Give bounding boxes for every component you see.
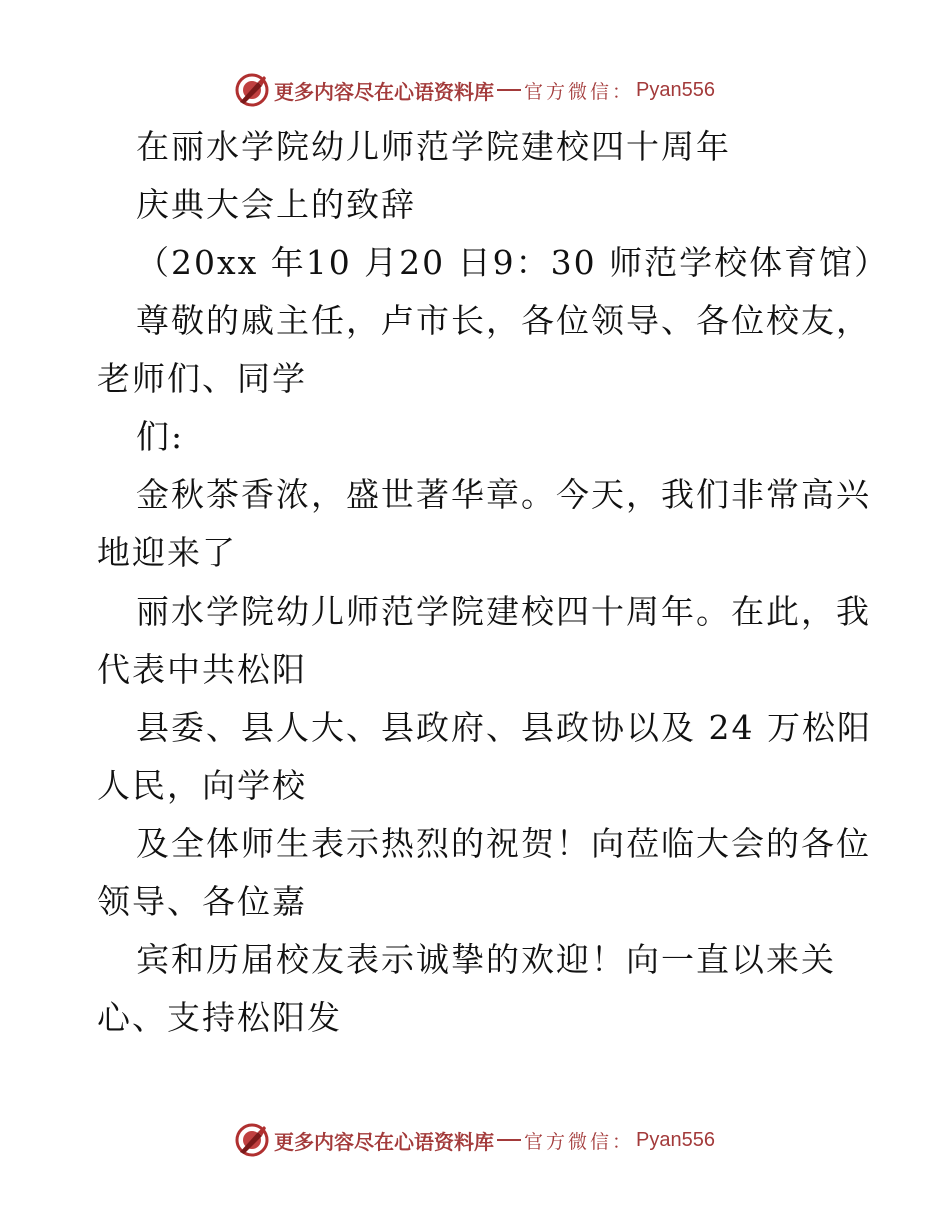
watermark-id: Pyan556 — [636, 1128, 715, 1151]
body-line: 及全体师生表示热烈的祝贺！向莅临大会的各位 — [136, 824, 871, 863]
watermark-dash — [497, 1139, 521, 1141]
date-venue-line: （20xx 年10 月20 日9：30 师范学校体育馆） — [136, 243, 890, 282]
body-line: 领导、各位嘉 — [97, 882, 307, 921]
body-line: 地迎来了 — [97, 533, 237, 572]
watermark-id: Pyan556 — [636, 78, 715, 101]
body-line: 尊敬的戚主任，卢市长，各位领导、各位校友， — [136, 301, 871, 340]
title-line-2: 庆典大会上的致辞 — [136, 185, 416, 224]
watermark-main-text: 更多内容尽在心语资料库 — [274, 79, 494, 104]
body-line: 丽水学院幼儿师范学院建校四十周年。在此，我 — [136, 592, 871, 631]
watermark-main-text: 更多内容尽在心语资料库 — [274, 1129, 494, 1154]
header-watermark — [234, 72, 715, 108]
watermark-sub-text: 官方微信： — [524, 80, 635, 103]
body-line: 人民，向学校 — [97, 766, 307, 805]
body-line: 宾和历届校友表示诚挚的欢迎！向一直以来关 — [136, 940, 836, 979]
watermark-dash — [497, 89, 521, 91]
pen-logo-icon — [234, 72, 270, 108]
body-line: 代表中共松阳 — [97, 650, 307, 689]
body-line: 金秋茶香浓，盛世著华章。今天，我们非常高兴 — [136, 475, 871, 514]
pen-logo-icon — [234, 1122, 270, 1158]
body-line: 心、支持松阳发 — [97, 998, 342, 1037]
watermark-sub-text: 官方微信： — [524, 1130, 635, 1153]
title-line-1: 在丽水学院幼儿师范学院建校四十周年 — [136, 127, 731, 166]
footer-watermark — [234, 1122, 715, 1158]
body-line: 县委、县人大、县政府、县政协以及 24 万松阳 — [136, 708, 872, 747]
body-line: 们: — [136, 417, 185, 456]
body-line: 老师们、同学 — [97, 359, 307, 398]
